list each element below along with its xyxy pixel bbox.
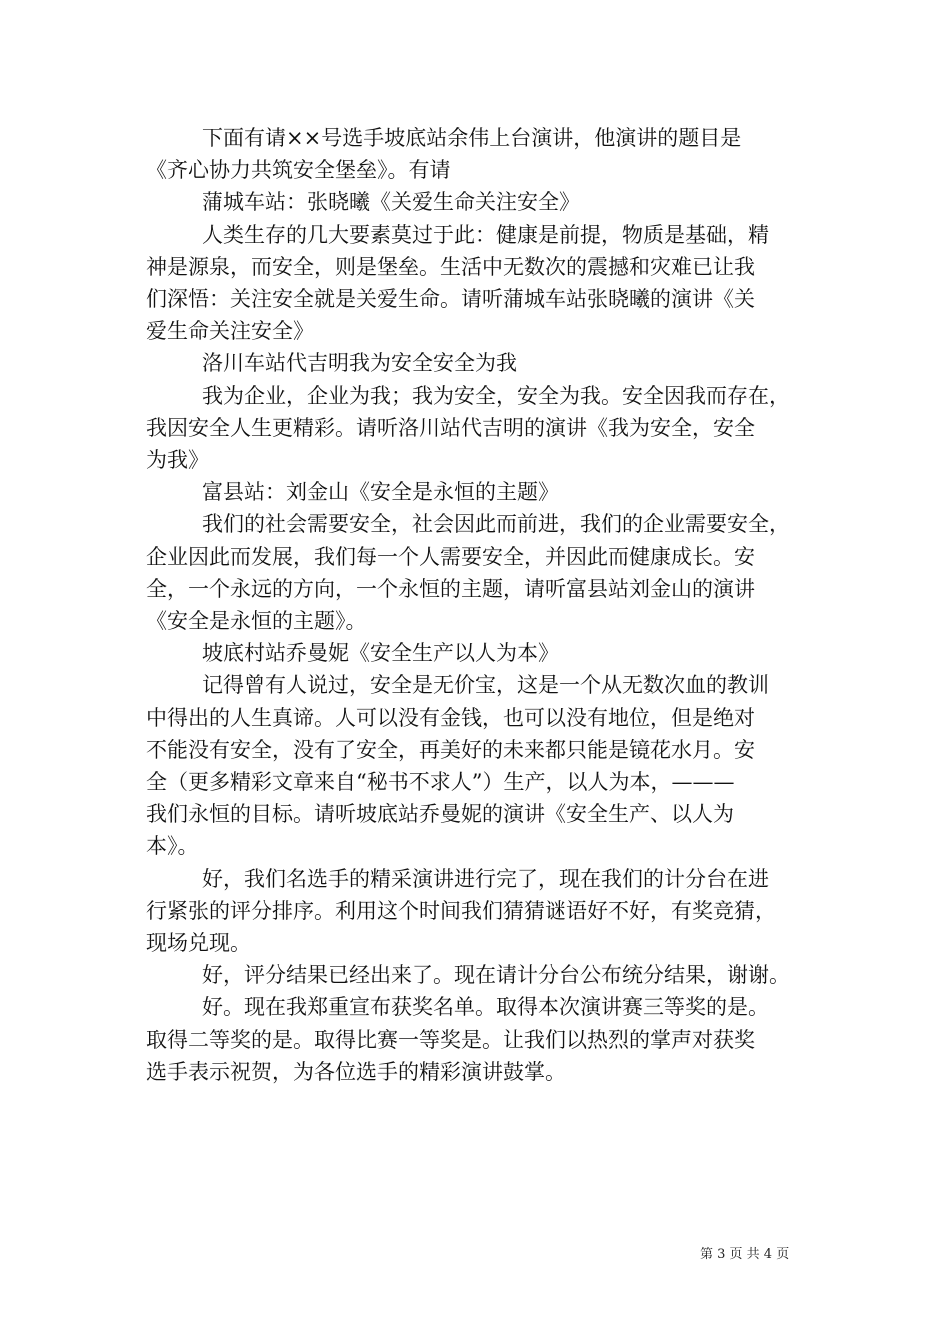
text-line: 人类生存的几大要素莫过于此：健康是前提，物质是基础，精	[202, 222, 769, 247]
text-line: 爱生命关注安全》	[146, 319, 314, 344]
text-line: 我们永恒的目标。请听坡底站乔曼妮的演讲《安全生产、以人为	[146, 802, 734, 827]
document-body	[146, 122, 808, 1088]
text-line: 们深悟：关注安全就是关爱生命。请听蒲城车站张晓曦的演讲《关	[146, 287, 755, 312]
text-line: 《齐心协力共筑安全堡垒》。有请	[146, 158, 451, 183]
paragraph-intro-luochuan	[146, 380, 808, 477]
paragraph-intro-fuxian	[146, 508, 808, 637]
text-line: 本》。	[146, 834, 199, 859]
text-line: 我们的社会需要安全，社会因此而前进，我们的企业需要安全，	[202, 512, 790, 537]
text-line: 现场兑现。	[146, 931, 251, 956]
paragraph-results-ready	[146, 959, 808, 991]
text-line: 富县站：刘金山《安全是永恒的主题》	[202, 480, 559, 505]
text-line: 蒲城车站：张晓曦《关爱生命关注安全》	[202, 190, 580, 215]
text-line: 好。现在我郑重宣布获奖名单。取得本次演讲赛三等奖的是。	[202, 995, 769, 1020]
speaker-heading-fuxian	[146, 476, 808, 508]
text-line: 全，一个永远的方向，一个永恒的主题，请听富县站刘金山的演讲	[146, 576, 755, 601]
text-line: 全（更多精彩文章来自“秘书不求人”）生产，以人为本，———	[146, 770, 735, 795]
text-line: 记得曾有人说过，安全是无价宝，这是一个从无数次血的教训	[202, 673, 769, 698]
page-number-footer: 第 3 页 共 4 页	[700, 1247, 790, 1262]
text-line: 行紧张的评分排序。利用这个时间我们猜猜谜语好不好，有奖竞猜，	[146, 898, 776, 923]
text-line: 好，评分结果已经出来了。现在请计分台公布统分结果，谢谢。	[202, 963, 790, 988]
text-line: 好，我们名选手的精采演讲进行完了，现在我们的计分台在进	[202, 866, 769, 891]
text-line: 选手表示祝贺，为各位选手的精彩演讲鼓掌。	[146, 1059, 566, 1084]
text-line: 下面有请××号选手坡底站余伟上台演讲，他演讲的题目是	[202, 126, 742, 150]
text-line: 我为企业，企业为我；我为安全，安全为我。安全因我而存在，	[202, 383, 790, 408]
paragraph-award-announcement	[146, 991, 808, 1088]
text-line: 为我》	[146, 448, 209, 473]
paragraph-intro-podicun	[146, 669, 808, 862]
text-line: 《安全是永恒的主题》。	[146, 609, 367, 634]
paragraph-intro-yuwei	[146, 122, 808, 186]
text-line: 取得二等奖的是。取得比赛一等奖是。让我们以热烈的掌声对获奖	[146, 1027, 755, 1052]
text-line: 不能没有安全，没有了安全，再美好的未来都只能是镜花水月。安	[146, 737, 755, 762]
paragraph-scoring-break	[146, 863, 808, 960]
speaker-heading-podicun	[146, 637, 808, 669]
paragraph-intro-pucheng	[146, 219, 808, 348]
text-line: 神是源泉，而安全，则是堡垒。生活中无数次的震撼和灾难已让我	[146, 254, 755, 279]
speaker-heading-luochuan	[146, 347, 808, 379]
text-line: 我因安全人生更精彩。请听洛川站代吉明的演讲《我为安全，安全	[146, 415, 755, 440]
text-line: 洛川车站代吉明我为安全安全为我	[202, 351, 517, 376]
speaker-heading-pucheng	[146, 186, 808, 218]
text-line: 坡底村站乔曼妮《安全生产以人为本》	[202, 641, 559, 666]
text-line: 企业因此而发展，我们每一个人需要安全，并因此而健康成长。安	[146, 544, 755, 569]
text-line: 中得出的人生真谛。人可以没有金钱，也可以没有地位，但是绝对	[146, 705, 755, 730]
